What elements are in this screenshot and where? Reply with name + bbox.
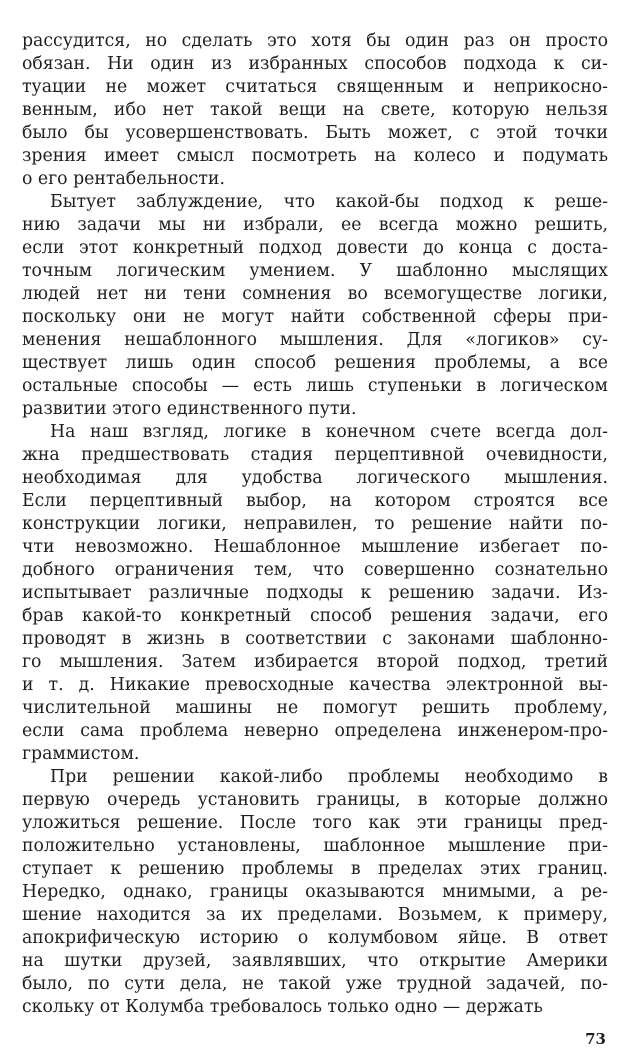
text-line: необходимая для удобства логического мышления. [22, 468, 608, 488]
text-line: числительной машины не помогут решить проблему, [22, 698, 608, 718]
text-line: венным, ибо нет такой вещи на свете, которую нельзя [22, 100, 608, 120]
text-line: жна предшествовать стадия перцептивной очевидности, [22, 445, 608, 465]
paragraph [22, 421, 608, 766]
text-line: Бытует заблуждение, что какой-бы подход к реше- [50, 192, 608, 212]
text-line: остальные способы — есть лишь ступеньки в логическом [22, 376, 608, 396]
text-line: проводят в жизнь в соответствии с законами шаблонно- [22, 629, 608, 649]
text-line: обязан. Ни один из избранных способов подхода к си- [22, 54, 608, 74]
text-line: туации не может считаться священным и неприкосно- [22, 77, 608, 97]
text-line: испытывает различные подходы к решению задачи. Из- [22, 583, 608, 603]
text-line: людей нет ни тени сомнения во всемогуществе логики, [22, 284, 608, 304]
text-line: При решении какой-либо проблемы необходимо в [50, 767, 608, 787]
text-line: было бы усовершенствовать. Быть может, с этой точки [22, 123, 608, 143]
text-line: на шутки друзей, заявлявших, что открытие Америки [22, 951, 608, 971]
text-line: На наш взгляд, логике в конечном счете всегда дол- [50, 422, 608, 442]
paragraph [22, 30, 608, 191]
text-line: развитии этого единственного пути. [22, 399, 357, 419]
text-line: скольку от Колумба требовалось только одно — держать [22, 997, 543, 1017]
text-line: и т. д. Никакие превосходные качества электронной вы- [22, 675, 608, 695]
text-line: поскольку они не могут найти собственной сферы при- [22, 307, 608, 327]
text-line: ступает к решению проблемы в пределах этих границ. [22, 859, 608, 879]
text-line: ществует лишь один способ решения проблемы, а все [22, 353, 608, 373]
text-line: рассудится, но сделать это хотя бы один раз он просто [22, 31, 608, 51]
text-line: шение находится за их пределами. Возьмем, к примеру, [22, 905, 608, 925]
text-line: Если перцептивный выбор, на котором строятся все [22, 491, 608, 511]
text-line: конструкции логики, неправилен, то решение найти по- [22, 514, 608, 534]
text-line: менения нешаблонного мышления. Для «логиков» су- [22, 330, 608, 350]
page-number: 73 [585, 1030, 606, 1048]
text-line: зрения имеет смысл посмотреть на колесо и подумать [22, 146, 608, 166]
text-line: нию задачи мы ни избрали, ее всегда можно решить, [22, 215, 608, 235]
page-body [22, 30, 608, 1019]
text-line: добного ограничения тем, что совершенно сознательно [22, 560, 608, 580]
paragraph [22, 191, 608, 421]
text-line: чти невозможно. Нешаблонное мышление избегает по- [22, 537, 608, 557]
text-line: если этот конкретный подход довести до конца с доста- [22, 238, 608, 258]
text-line: точным логическим умением. У шаблонно мыслящих [22, 261, 608, 281]
text-line: го мышления. Затем избирается второй подход, третий [22, 652, 608, 672]
text-line: брав какой-то конкретный способ решения задачи, его [22, 606, 608, 626]
text-line: уложиться решение. После того как эти границы пред- [22, 813, 608, 833]
text-line: о его рентабельности. [22, 169, 225, 189]
text-line: если сама проблема неверно определена инженером-про- [22, 721, 608, 741]
text-line: граммистом. [22, 744, 140, 764]
text-line: Нередко, однако, границы оказываются мнимыми, а ре- [22, 882, 608, 902]
text-line: первую очередь установить границы, в которые должно [22, 790, 608, 810]
text-line: апокрифическую историю о колумбовом яйце. В ответ [22, 928, 608, 948]
text-line: было, по сути дела, не такой уже трудной задачей, по- [22, 974, 608, 994]
paragraph [22, 766, 608, 1019]
text-line: положительно установлены, шаблонное мышление при- [22, 836, 608, 856]
